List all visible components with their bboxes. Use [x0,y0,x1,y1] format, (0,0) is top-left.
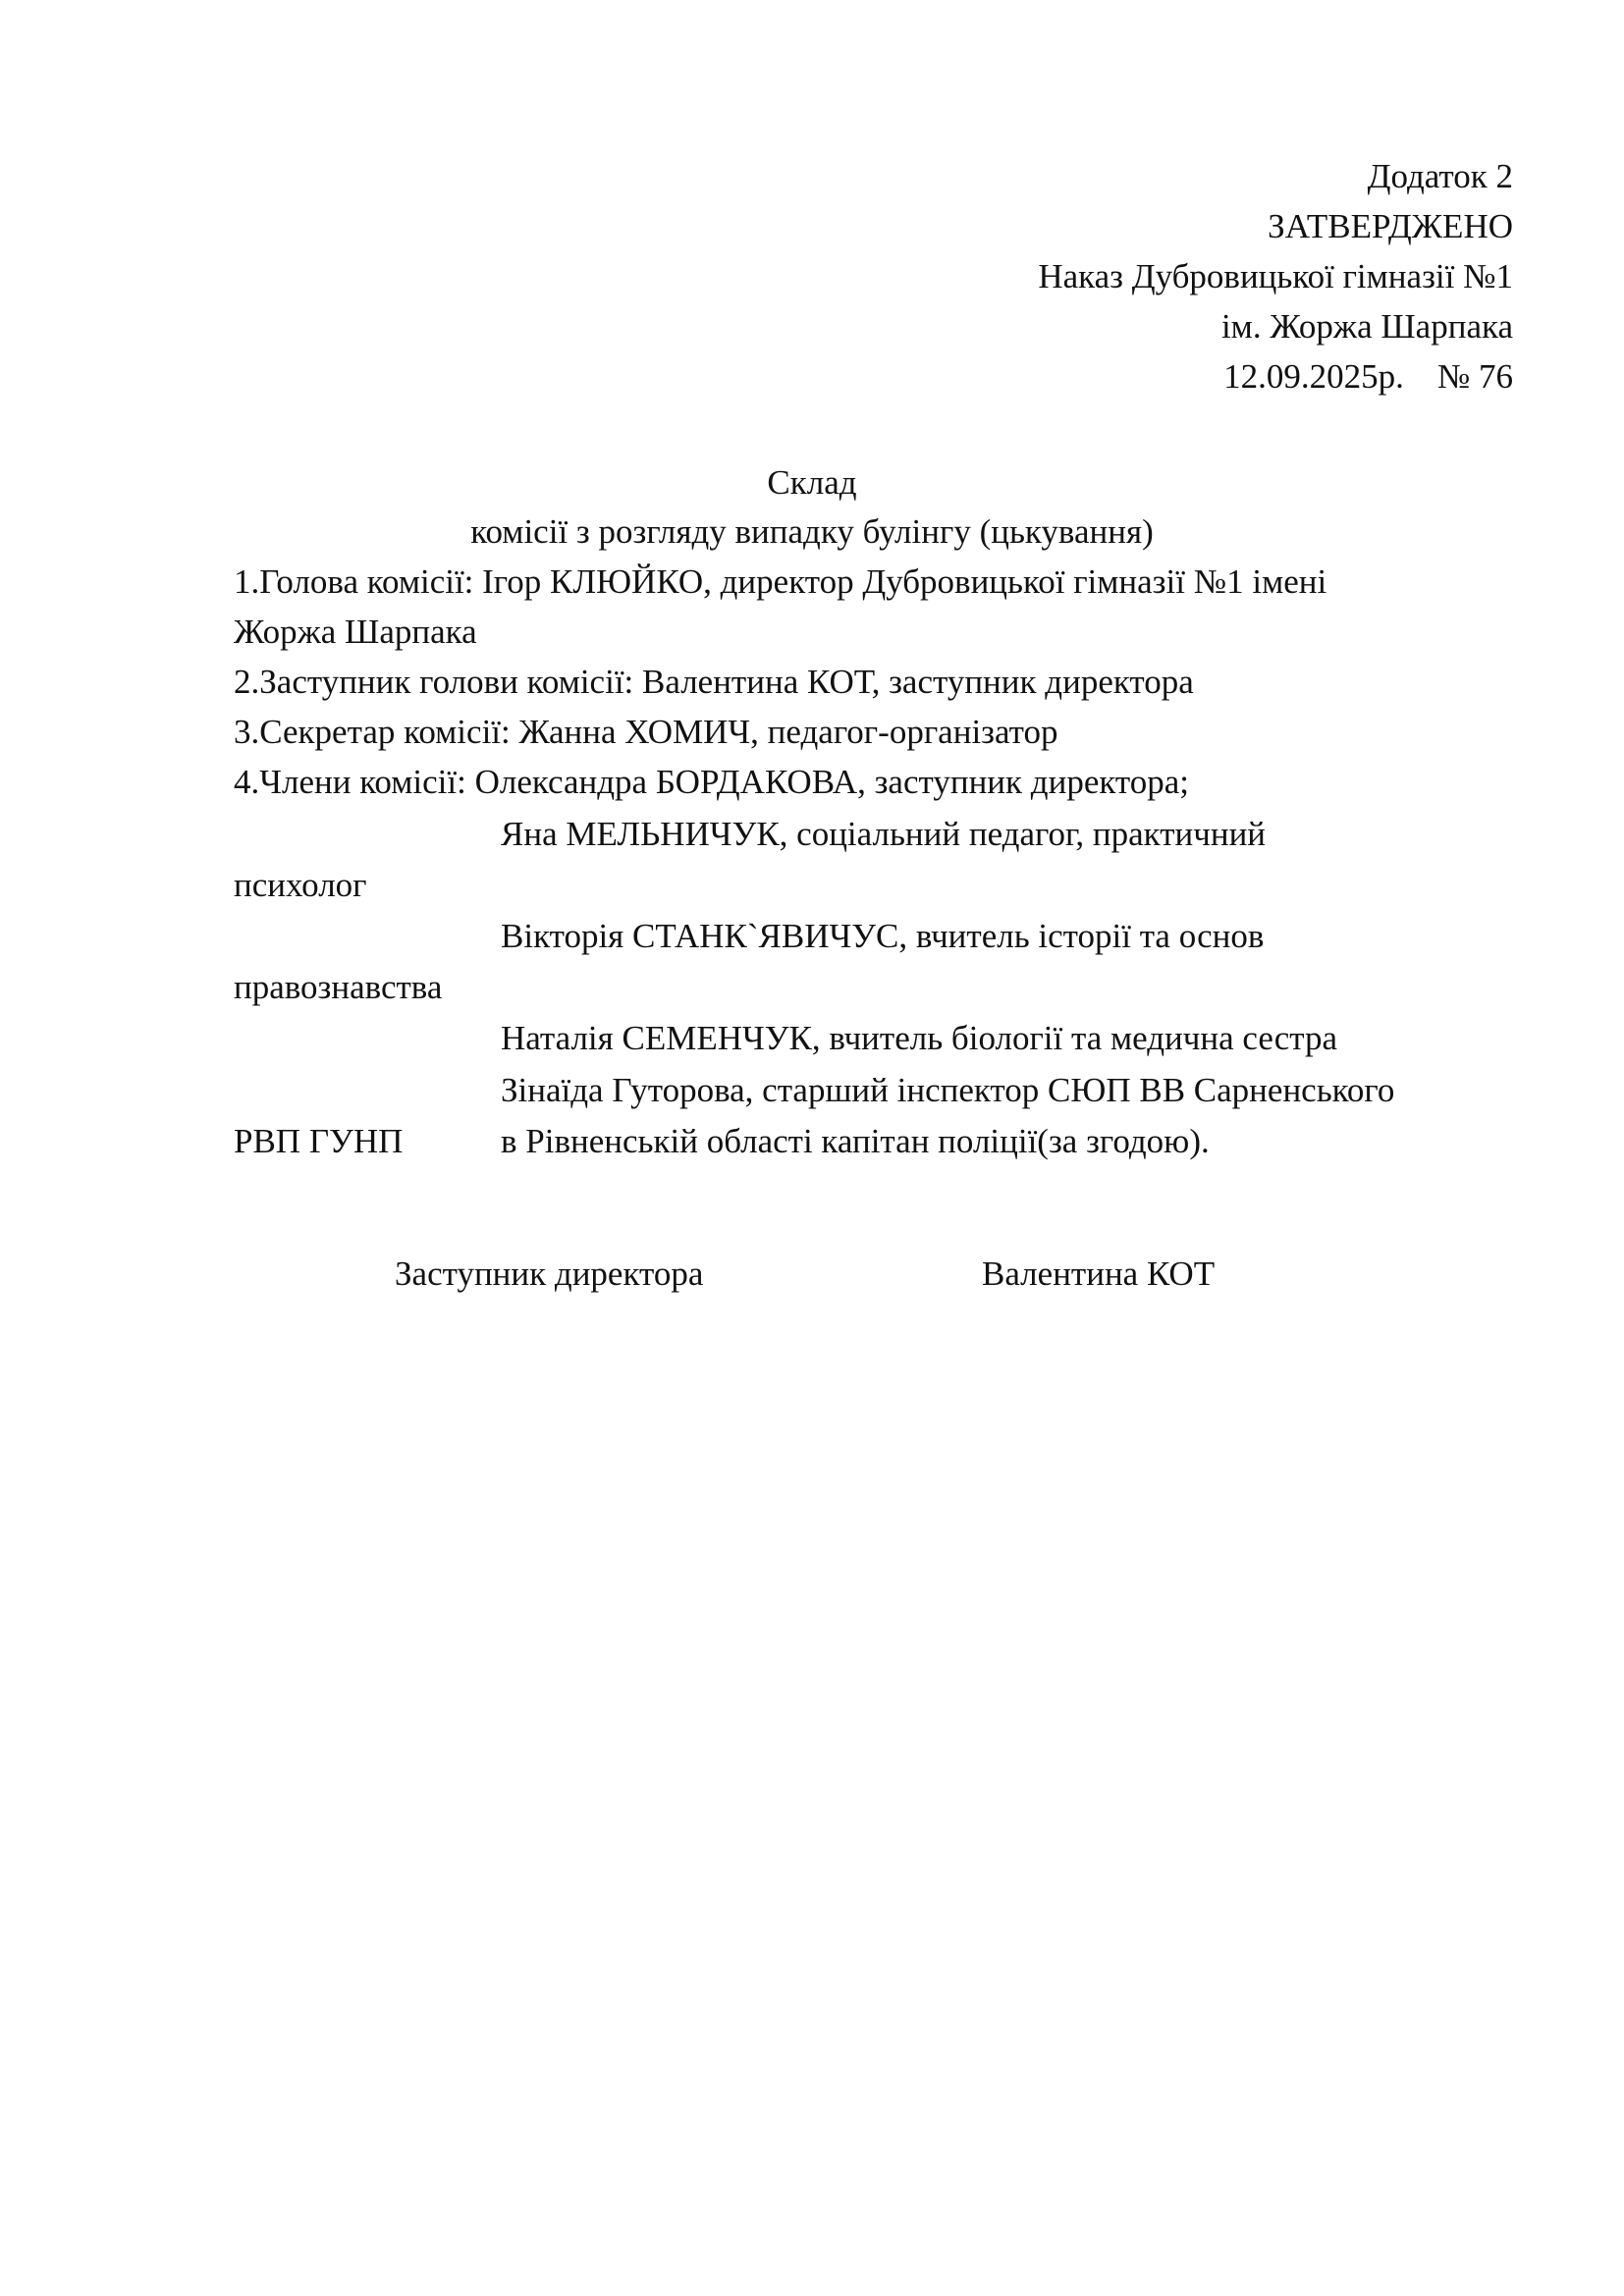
signature-position: Заступник директора [395,1255,704,1293]
order-line-1: Наказ Дубровицької гімназії №1 [1038,257,1513,295]
item-1-line-2: Жоржа Шарпака [234,613,477,651]
member-2-line-2: психолог [234,866,367,904]
member-5-line-2a: РВП ГУНП [234,1122,404,1160]
member-5-line-1: Зінаїда Гуторова, старший інспектор СЮП ВВ Сарненського [501,1071,1395,1109]
signature-name: Валентина КОТ [982,1255,1216,1293]
order-date: 12.09.2025р. [1223,357,1404,396]
item-4: 4.Члени комісії: Олександра БОРДАКОВА, заступник директора; [234,763,1189,801]
document-subtitle: комісії з розгляду випадку булінгу (цькування) [470,512,1154,551]
order-line-2: ім. Жоржа Шарпака [1220,307,1513,346]
member-5-line-2b: в Рівненській області капітан поліції(за згодою). [501,1122,1210,1160]
member-3-line-1: Вікторія СТАНК`ЯВИЧУС, вчитель історії та основ [501,917,1265,955]
approved-label: ЗАТВЕРДЖЕНО [1268,207,1513,245]
order-number: № 76 [1436,357,1513,396]
item-2: 2.Заступник голови комісії: Валентина КОТ, заступник директора [234,663,1194,701]
member-2-line-1: Яна МЕЛЬНИЧУК, соціальний педагог, практичний [501,815,1267,853]
order-date-line [1223,357,1513,397]
item-1-line-1: 1.Голова комісії: Ігор КЛЮЙКО, директор Дубровицької гімназії №1 імені [234,562,1327,601]
item-3: 3.Секретар комісії: Жанна ХОМИЧ, педагог-організатор [234,713,1058,751]
document-title: Склад [767,463,857,502]
member-3-line-2: правознавства [234,968,443,1006]
annex-label: Додаток 2 [1367,157,1513,195]
member-4: Наталія СЕМЕНЧУК, вчитель біології та медична сестра [501,1019,1338,1057]
